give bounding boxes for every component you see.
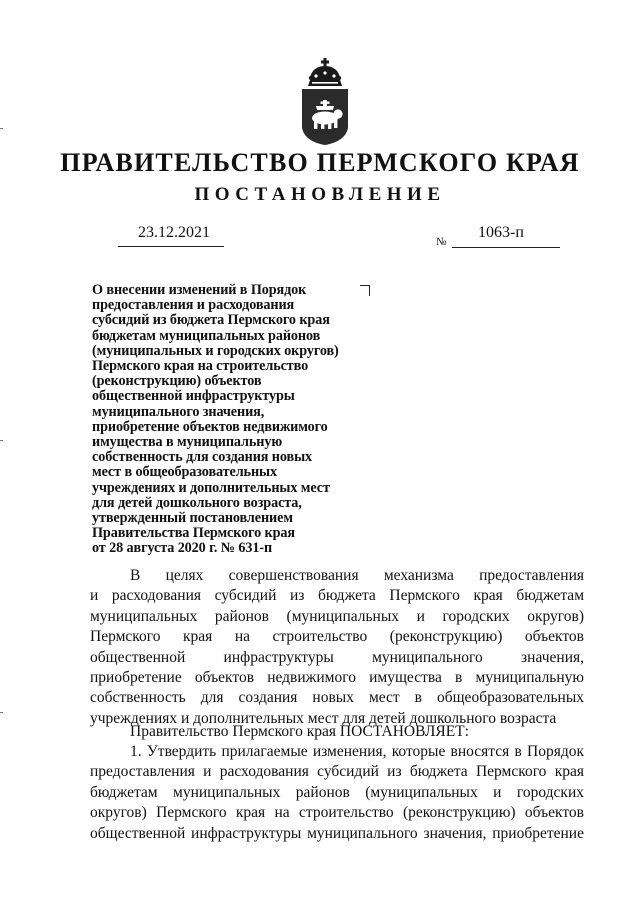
document-date: 23.12.2021 bbox=[138, 224, 210, 241]
body-line: муниципальных районов (муниципальных и городских округов) bbox=[90, 607, 584, 625]
scan-edge-mark bbox=[0, 128, 3, 129]
body-line: предоставления и расходования субсидий из бюджета Пермского края bbox=[90, 763, 584, 781]
resolves-paragraph bbox=[90, 722, 584, 742]
body-line: 1. Утвердить прилагаемые изменения, которые вносятся в Порядок bbox=[130, 743, 584, 760]
perm-krai-coat-of-arms-icon bbox=[294, 56, 356, 146]
body-line: В целях совершенствования механизма предоставления bbox=[130, 567, 584, 584]
scan-edge-mark bbox=[0, 712, 3, 713]
preamble-paragraph bbox=[90, 566, 584, 729]
body-line: и расходования субсидий из бюджета Пермского края бюджетам bbox=[90, 587, 584, 605]
subject-line: предоставления и расходования bbox=[92, 297, 295, 314]
subject-line: Пермского края на строительство bbox=[92, 358, 309, 375]
body-line: Правительство Пермского края ПОСТАНОВЛЯЕТ: bbox=[130, 723, 469, 740]
body-line: Пермского края на строительство (реконструкцию) объектов bbox=[90, 628, 584, 646]
document-type: ПОСТАНОВЛЕНИЕ bbox=[194, 184, 446, 205]
body-line: приобретение объектов недвижимого имущества в муниципальную bbox=[90, 668, 584, 686]
number-underline bbox=[452, 247, 560, 248]
body-line: округов) Пермского края на строительство (реконструкцию) объектов bbox=[90, 804, 584, 822]
subject-line: имущества в муниципальную bbox=[92, 434, 283, 451]
subject-line: муниципального значения, bbox=[92, 403, 265, 420]
document-subject bbox=[92, 283, 364, 557]
subject-line: собственность для создания новых bbox=[92, 449, 313, 466]
subject-line: для детей дошкольного возраста, bbox=[92, 494, 302, 511]
subject-line: субсидий из бюджета Пермского края bbox=[92, 312, 330, 329]
subject-line: (реконструкцию) объектов bbox=[92, 373, 262, 390]
body-line: собственность для создания новых мест в общеобразовательных bbox=[90, 689, 584, 707]
subject-line: от 28 августа 2020 г. № 631-п bbox=[92, 540, 273, 557]
subject-line: утвержденный постановлением bbox=[92, 510, 293, 527]
item-1-paragraph bbox=[90, 742, 584, 844]
subject-line: мест в общеобразовательных bbox=[92, 464, 278, 481]
body-line: общественной инфраструктуры муниципального значения, bbox=[90, 648, 584, 666]
body-line: бюджетам муниципальных районов (муниципальных и городских bbox=[90, 783, 584, 801]
document-number: 1063-п bbox=[478, 224, 524, 241]
subject-line: учреждениях и дополнительных мест bbox=[92, 479, 330, 496]
scan-edge-mark bbox=[0, 440, 3, 441]
subject-line: (муниципальных и городских округов) bbox=[92, 342, 339, 359]
subject-line: О внесении изменений в Порядок bbox=[92, 282, 307, 298]
number-prefix: № bbox=[436, 236, 447, 248]
organization-title: ПРАВИТЕЛЬСТВО ПЕРМСКОГО КРАЯ bbox=[60, 148, 580, 177]
subject-line: общественной инфраструктуры bbox=[92, 388, 295, 405]
subject-line: бюджетам муниципальных районов bbox=[92, 327, 321, 344]
body-line: общественной инфраструктуры муниципального значения, приобретение bbox=[90, 824, 584, 842]
date-underline bbox=[118, 246, 224, 247]
subject-line: приобретение объектов недвижимого bbox=[92, 418, 328, 435]
body-line: учреждениях и дополнительных мест для детей дошкольного возраста bbox=[90, 709, 557, 727]
subject-line: Правительства Пермского края bbox=[92, 525, 295, 542]
